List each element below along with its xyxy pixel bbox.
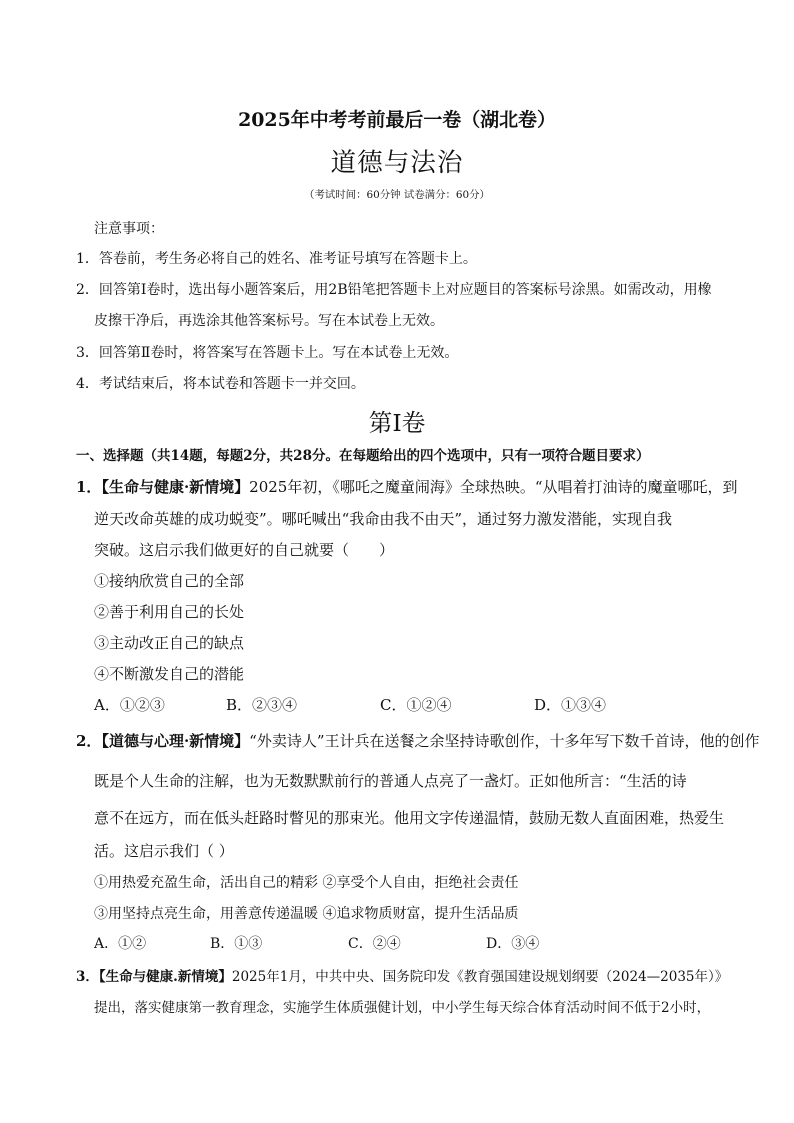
question-text: 2025年初，《哪吒之魔童闹海》全球热映。“从唱着打油诗的魔童哪吒，到 [249,478,738,496]
option-c: C．①②④ [380,696,452,714]
option-d: D．①③④ [534,696,607,714]
question-line [76,476,738,497]
notes-heading: 注意事项： [94,221,164,237]
note-item: 皮擦干净后，再选涂其他答案标号。写在本试卷上无效。 [94,313,444,329]
option-b: B．②③④ [226,696,298,714]
section-heading: 一、选择题（共14题，每题2分，共28分。在每题给出的四个选项中，只有一项符合题目要求） [76,448,650,464]
question-number: 2． [76,732,102,750]
question-line: 活。这启示我们（ ） [94,842,234,860]
statement-item: ③用坚持点亮生命，用善意传递温暖 ④追求物质财富，提升生活品质 [94,906,519,922]
option-a: A．①② [94,936,147,952]
question-line [76,965,728,985]
question-line: 突破。这启示我们做更好的自己就要（ ） [94,541,395,559]
question-line: 提出，落实健康第一教育理念，实施学生体质强健计划，中小学生每天综合体育活动时间不低于2小时， [94,1000,711,1016]
note-item: 4．考试结束后，将本试卷和答题卡一并交回。 [76,376,365,392]
question-line [76,730,760,751]
question-tag: 【生命与健康.新情境】 [98,969,232,985]
question-tag: 【生命与健康·新情境】 [101,478,250,496]
question-line: 既是个人生命的注解，也为无数默默前行的普通人点亮了一盏灯。正如他所言：“生活的诗 [94,772,687,790]
statement-item: ①接纳欣赏自己的全部 [94,572,245,590]
option-b: B．①③ [210,936,263,952]
note-item: 3．回答第Ⅱ卷时，将答案写在答题卡上。写在本试卷上无效。 [76,345,459,361]
question-text: 2025年1月，中共中央、国务院印发《教育强国建设规划纲要（2024—2035年）》 [231,969,729,985]
statement-item: ④不断激发自己的潜能 [94,665,245,683]
question-line: 意不在远方，而在低头赶路时瞥见的那束光。他用文字传递温情，鼓励无数人直面困难，热爱生 [94,809,725,827]
question-number: 3． [76,969,99,985]
note-item: 2．回答第Ⅰ卷时，选出每小题答案后，用2B铅笔把答题卡上对应题目的答案标号涂黑。如需改动，用橡 [76,282,712,298]
exam-title: 2025年中考考前最后一卷（湖北卷） [238,109,556,131]
subject-title: 道德与法治 [330,148,464,178]
question-line: 逆天改命英雄的成功蜕变”。哪吒喊出“我命由我不由天”，通过努力激发潜能，实现自我 [94,510,673,528]
question-tag: 【道德与心理·新情境】 [101,732,250,750]
option-a: A．①②③ [94,696,165,714]
option-c: C．②④ [348,936,401,952]
statement-item: ②善于利用自己的长处 [94,603,245,621]
option-d: D．③④ [486,936,540,952]
volume-title: 第Ⅰ卷 [368,409,426,437]
question-number: 1． [76,478,102,496]
question-text: “外卖诗人”王计兵在送餐之余坚持诗歌创作，十多年写下数千首诗，他的创作 [249,732,760,750]
statement-item: ③主动改正自己的缺点 [94,634,245,652]
statement-item: ①用热爱充盈生命，活出自己的精彩 ②享受个人自由，拒绝社会责任 [94,875,519,891]
note-item: 1．答卷前，考生务必将自己的姓名、准考证号填写在答题卡上。 [76,251,477,267]
exam-time-score: （考试时间：60分钟 试卷满分：60分） [304,189,490,201]
